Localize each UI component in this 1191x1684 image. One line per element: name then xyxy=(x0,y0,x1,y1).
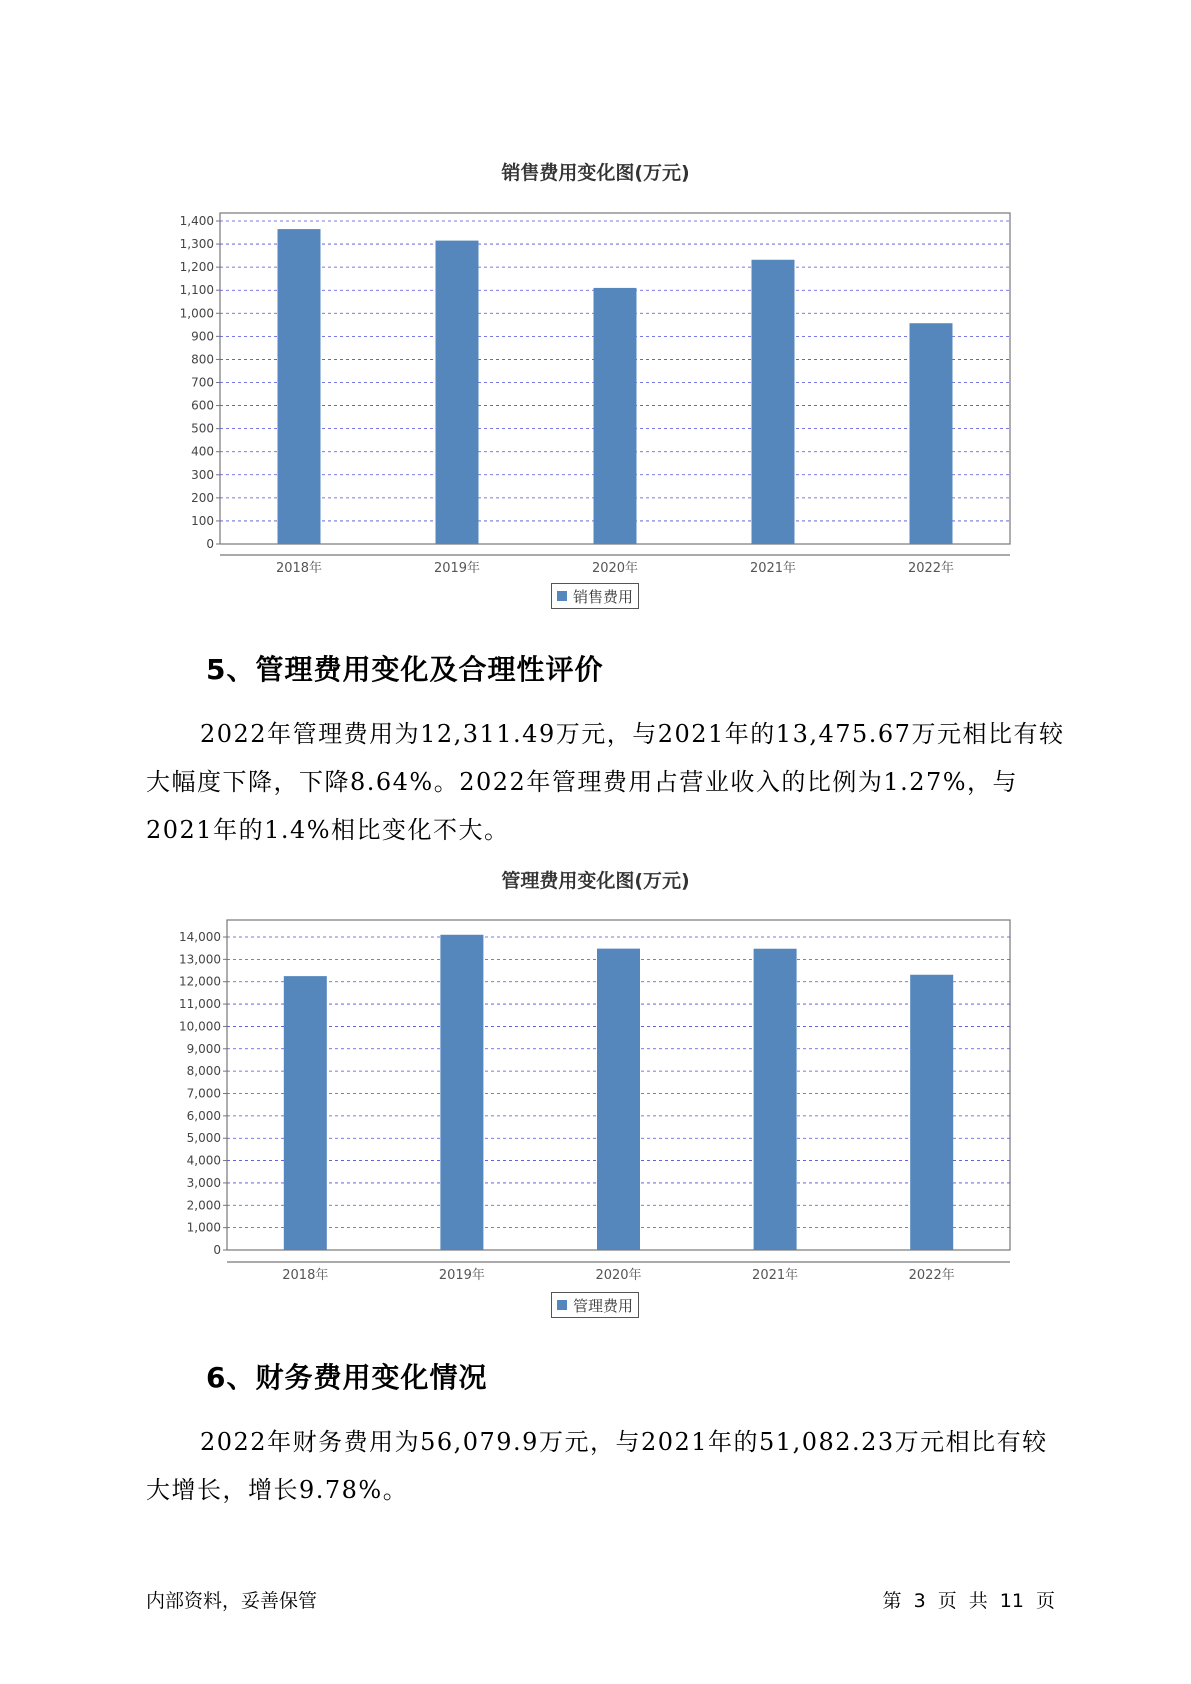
chart2-bar xyxy=(440,935,483,1250)
chart2-legend-label: 管理费用 xyxy=(573,1296,634,1315)
chart1-y-tick-label: 0 xyxy=(206,537,214,551)
chart2-y-tick-label: 13,000 xyxy=(179,952,221,967)
chart2-y-tick-label: 9,000 xyxy=(186,1041,221,1056)
chart2-y-tick-label: 0 xyxy=(213,1243,221,1257)
chart2-x-tick-label: 2021年 xyxy=(752,1268,799,1283)
chart2-y-tick-label: 6,000 xyxy=(186,1108,221,1123)
chart2-y-tick-label: 2,000 xyxy=(186,1198,221,1213)
chart1-y-tick-label: 800 xyxy=(191,352,214,367)
chart2-title: 管理费用变化图(万元) xyxy=(501,870,690,892)
section6-heading: 6、财务费用变化情况 xyxy=(206,1361,488,1394)
chart2-y-tick-label: 14,000 xyxy=(179,930,221,944)
chart2-y-tick-label: 5,000 xyxy=(186,1131,221,1146)
chart1-y-tick-label: 1,000 xyxy=(179,306,214,321)
chart1-y-tick-label: 100 xyxy=(191,513,214,528)
chart2-bar xyxy=(754,949,797,1250)
chart1-y-tick-label: 600 xyxy=(191,398,214,413)
chart2-y-tick-label: 11,000 xyxy=(179,997,221,1012)
chart1-y-tick-label: 900 xyxy=(191,329,214,344)
chart1-y-tick-label: 1,400 xyxy=(179,214,214,228)
chart2-legend xyxy=(551,1292,639,1318)
section6-paragraph: 2022年财务费用为56,079.9万元，与2021年的51,082.23万元相比有较大增长，增长9.78%。 xyxy=(146,1428,1048,1504)
chart1-y-tick-label: 200 xyxy=(191,490,214,505)
footer-confidential: 内部资料，妥善保管 xyxy=(146,1590,318,1612)
chart1-y-tick-label: 400 xyxy=(191,444,214,459)
chart2-bar xyxy=(284,976,327,1250)
chart1-y-tick-label: 1,100 xyxy=(179,283,214,298)
chart2-y-tick-label: 1,000 xyxy=(186,1220,221,1235)
chart2-bar xyxy=(597,949,640,1250)
legend-swatch-icon xyxy=(557,1300,567,1310)
chart1-legend-label: 销售费用 xyxy=(573,587,634,606)
chart1-x-tick-label: 2021年 xyxy=(749,561,797,576)
chart1-y-tick-label: 1,300 xyxy=(179,237,214,252)
footer-page-number: 第 3 页 共 11 页 xyxy=(882,1590,1055,1612)
chart2-y-tick-label: 12,000 xyxy=(179,974,221,989)
chart1-y-tick-label: 300 xyxy=(191,467,214,482)
chart2-bar xyxy=(910,975,953,1250)
section5-paragraph: 2022年管理费用为12,311.49万元，与2021年的13,475.67万元相比有较大幅度下降，下降8.64%。2022年管理费用占营业收入的比例为1.27%，与2021年的1.4%相比变化不大。 xyxy=(146,720,1065,844)
section5-heading: 5、管理费用变化及合理性评价 xyxy=(206,653,604,686)
chart2-x-tick-label: 2022年 xyxy=(908,1268,955,1283)
chart1-title: 销售费用变化图(万元) xyxy=(501,162,690,184)
chart1-y-tick-label: 700 xyxy=(191,375,214,390)
chart2-y-tick-label: 7,000 xyxy=(186,1086,221,1101)
chart1-x-tick-label: 2018年 xyxy=(275,561,323,576)
chart1-y-tick-label: 500 xyxy=(191,421,214,436)
chart2-y-tick-label: 4,000 xyxy=(186,1153,221,1168)
chart2-y-tick-label: 10,000 xyxy=(179,1019,221,1034)
chart2-x-tick-label: 2020年 xyxy=(595,1268,642,1283)
chart2-y-tick-label: 3,000 xyxy=(186,1175,221,1190)
chart2-y-tick-label: 8,000 xyxy=(186,1064,221,1079)
chart2-x-tick-label: 2019年 xyxy=(438,1268,485,1283)
chart1-x-tick-label: 2022年 xyxy=(907,561,955,576)
chart2-x-tick-label: 2018年 xyxy=(282,1268,329,1283)
chart1-x-tick-label: 2020年 xyxy=(591,561,639,576)
chart1-y-tick-label: 1,200 xyxy=(179,260,214,275)
chart1-x-tick-label: 2019年 xyxy=(433,561,481,576)
